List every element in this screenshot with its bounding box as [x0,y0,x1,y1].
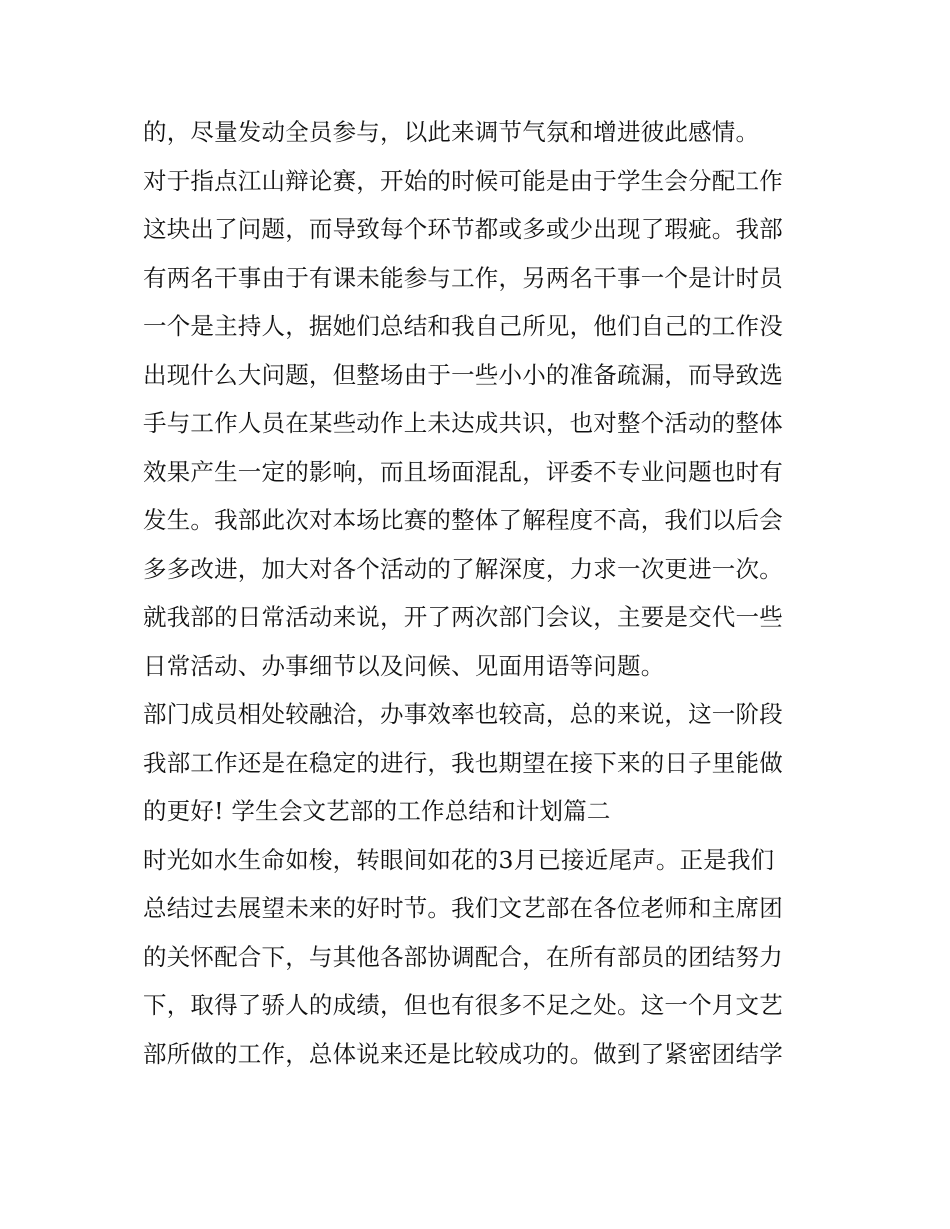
text-line: 效果产生一定的影响，而且场面混乱，评委不专业问题也时有 [143,457,783,486]
body-text [143,108,813,1078]
text-line: 一个是主持人，据她们总结和我自己所见，他们自己的工作没 [143,312,783,340]
text-line: 日常活动、办事细节以及问候、见面用语等问题。 [143,651,665,680]
text-line: 这块出了问题，而导致每个环节都或多或少出现了瑕疵。我部 [143,215,783,243]
text-line: 的关怀配合下，与其他各部协调配合，在所有部员的团结努力 [143,942,783,971]
text-line: 就我部的日常活动来说，开了两次部门会议，主要是交代一些 [143,603,783,631]
text-line: 多多改进，加大对各个活动的了解深度，力求一次更进一次。 [143,554,783,583]
text-line: 我部工作还是在稳定的进行，我也期望在接下来的日子里能做 [143,748,783,777]
text-line: 对于指点江山辩论赛，开始的时候可能是由于学生会分配工作 [143,166,783,195]
text-line: 有两名干事由于有课未能参与工作，另两名干事一个是计时员 [143,263,783,292]
text-line: 手与工作人员在某些动作上未达成共识，也对整个活动的整体 [143,409,783,437]
text-line: 的，尽量发动全员参与，以此来调节气氛和增进彼此感情。 [143,118,760,146]
text-line: 部门成员相处较融洽，办事效率也较高，总的来说，这一阶段 [143,700,783,728]
text-line: 发生。我部此次对本场比赛的整体了解程度不高，我们以后会 [143,506,783,534]
text-line: 下，取得了骄人的成绩，但也有很多不足之处。这一个月文艺 [143,991,783,1019]
text-line: 出现什么大问题，但整场由于一些小小的准备疏漏，而导致选 [143,360,783,389]
text-line: 部所做的工作，总体说来还是比较成功的。做到了紧密团结学 [143,1039,783,1068]
text-line: 时光如水生命如梭，转眼间如花的3月已接近尾声。正是我们 [143,845,775,874]
text-line: 总结过去展望未来的好时节。我们文艺部在各位老师和主席团 [143,894,783,922]
section-heading-line: 的更好! 学生会文艺部的工作总结和计划篇二 [143,797,611,825]
